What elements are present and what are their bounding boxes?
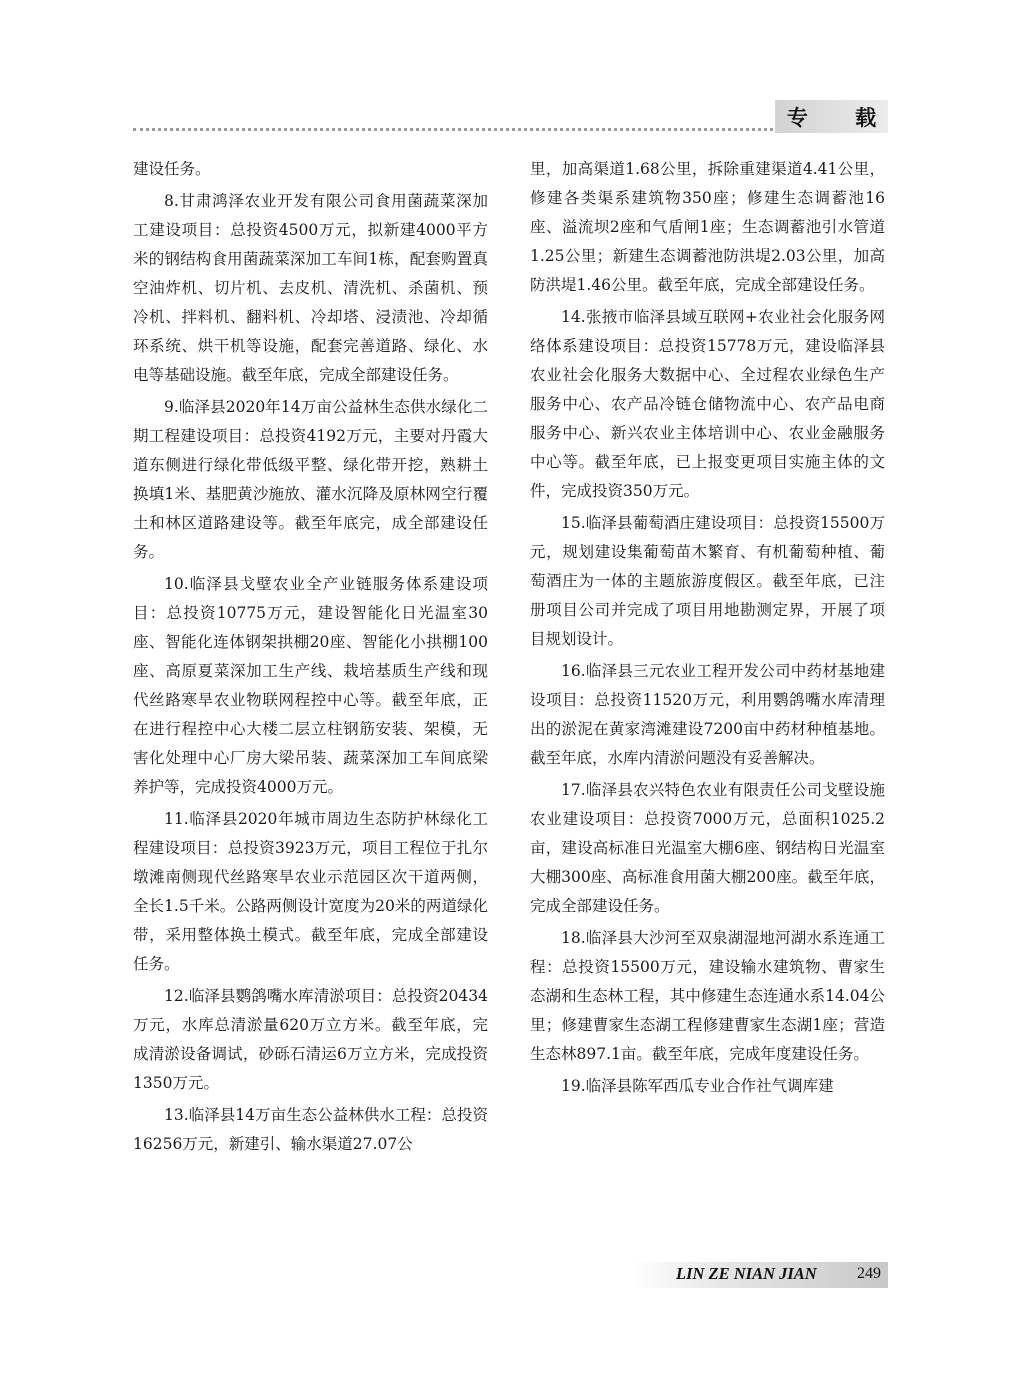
paragraph: 9.临泽县2020年14万亩公益林生态供水绿化二期工程建设项目：总投资4192万元，主要对丹霞大道东侧进行绿化带低级平整、绿化带开挖，熟耕土换填1米、基肥黄沙施放、灌水沉降及原林网空行覆土和林区道路建设等。截至年底完，成全部建设任务。 (133, 398, 488, 561)
paragraph: 13.临泽县14万亩生态公益林供水工程：总投资16256万元，新建引、输水渠道27.07公 (133, 1106, 488, 1153)
section-tab (775, 100, 897, 133)
page-number: 249 (857, 1265, 881, 1282)
paragraph: 18.临泽县大沙河至双泉湖湿地河湖水系连通工程：总投资15500万元，建设输水建筑物、曹家生态湖和生态林工程，其中修建生态连通水系14.04公里；修建曹家生态湖工程修建曹家生态湖1座；营造生态林897.1亩。截至年底，完成年度建设任务。 (530, 929, 885, 1063)
paragraph: 8.甘肃鸿泽农业开发有限公司食用菌蔬菜深加工建设项目：总投资4500万元，拟新建4000平方米的钢结构食用菌蔬菜深加工车间1栋，配套购置真空油炸机、切片机、去皮机、清洗机、杀菌机、预冷机、拌料机、翻料机、冷却塔、浸渍池、冷却循环系统、烘干机等设施，配套完善道路、绿化、水电等基础设施。截至年底，完成全部建设任务。 (133, 192, 488, 384)
paragraph: 10.临泽县戈壁农业全产业链服务体系建设项目：总投资10775万元，建设智能化日光温室30座、智能化连体钢架拱棚20座、智能化小拱棚100座、高原夏菜深加工生产线、栽培基质生产线和现代丝路寒旱农业物联网程控中心等。截至年底，正在进行程控中心大楼二层立柱钢筋安装、架模，无害化处理中心厂房大梁吊装、蔬菜深加工车间底梁养护等，完成投资4000万元。 (133, 575, 488, 796)
paragraph: 15.临泽县葡萄酒庄建设项目：总投资15500万元，规划建设集葡萄苗木繁育、有机葡萄种植、葡萄酒庄为一体的主题旅游度假区。截至年底，已注册项目公司并完成了项目用地勘测定界，开展了项目规划设计。 (530, 514, 885, 648)
paragraph: 17.临泽县农兴特色农业有限责任公司戈壁设施农业建设项目：总投资7000万元，总面积1025.2亩，建设高标准日光温室大棚6座、钢结构日光温室大棚300座、高标准食用菌大棚200座。截至年底，完成全部建设任务。 (530, 781, 885, 915)
paragraph: 14.张掖市临泽县域互联网+农业社会化服务网络体系建设项目：总投资15778万元，建设临泽县农业社会化服务大数据中心、全过程农业绿色生产服务中心、农产品冷链仓储物流中心、农产品电商服务中心、新兴农业主体培训中心、农业金融服务中心等。截至年底，已上报变更项目实施主体的文件，完成投资350万元。 (530, 308, 885, 500)
paragraph: 11.临泽县2020年城市周边生态防护林绿化工程建设项目：总投资3923万元，项目工程位于扎尔墩滩南侧现代丝路寒旱农业示范园区次干道两侧，全长1.5千米。公路两侧设计宽度为20米的两道绿化带，采用整体换土模式。截至年底，完成全部建设任务。 (133, 810, 488, 973)
right-column (530, 155, 885, 1101)
paragraph: 16.临泽县三元农业工程开发公司中药材基地建设项目：总投资11520万元，利用鹦鸽嘴水库清理出的淤泥在黄家湾滩建设7200亩中药材种植基地。截至年底，水库内清淤问题没有妥善解决。 (530, 662, 885, 767)
section-label: 专 载 (786, 105, 897, 130)
footer-title: LIN ZE NIAN JIAN (676, 1264, 817, 1283)
paragraph: 12.临泽县鹦鸽嘴水库清淤项目：总投资20434万元，水库总清淤量620万立方米。截至年底，完成清淤设备调试，砂砾石清运6万立方米，完成投资1350万元。 (133, 987, 488, 1092)
paragraph: 里，加高渠道1.68公里，拆除重建渠道4.41公里，修建各类渠系建筑物350座；修建生态调蓄池16座、溢流坝2座和气盾闸1座；生态调蓄池引水管道1.25公里；新建生态调蓄池防洪堤2.03公里，加高防洪堤1.46公里。截至年底，完成全部建设任务。 (530, 160, 885, 294)
left-column (133, 155, 488, 1159)
paragraph: 建设任务。 (133, 160, 211, 178)
header-dotted-rule (133, 128, 773, 134)
paragraph: 19.临泽县陈军西瓜专业合作社气调库建 (561, 1077, 834, 1095)
